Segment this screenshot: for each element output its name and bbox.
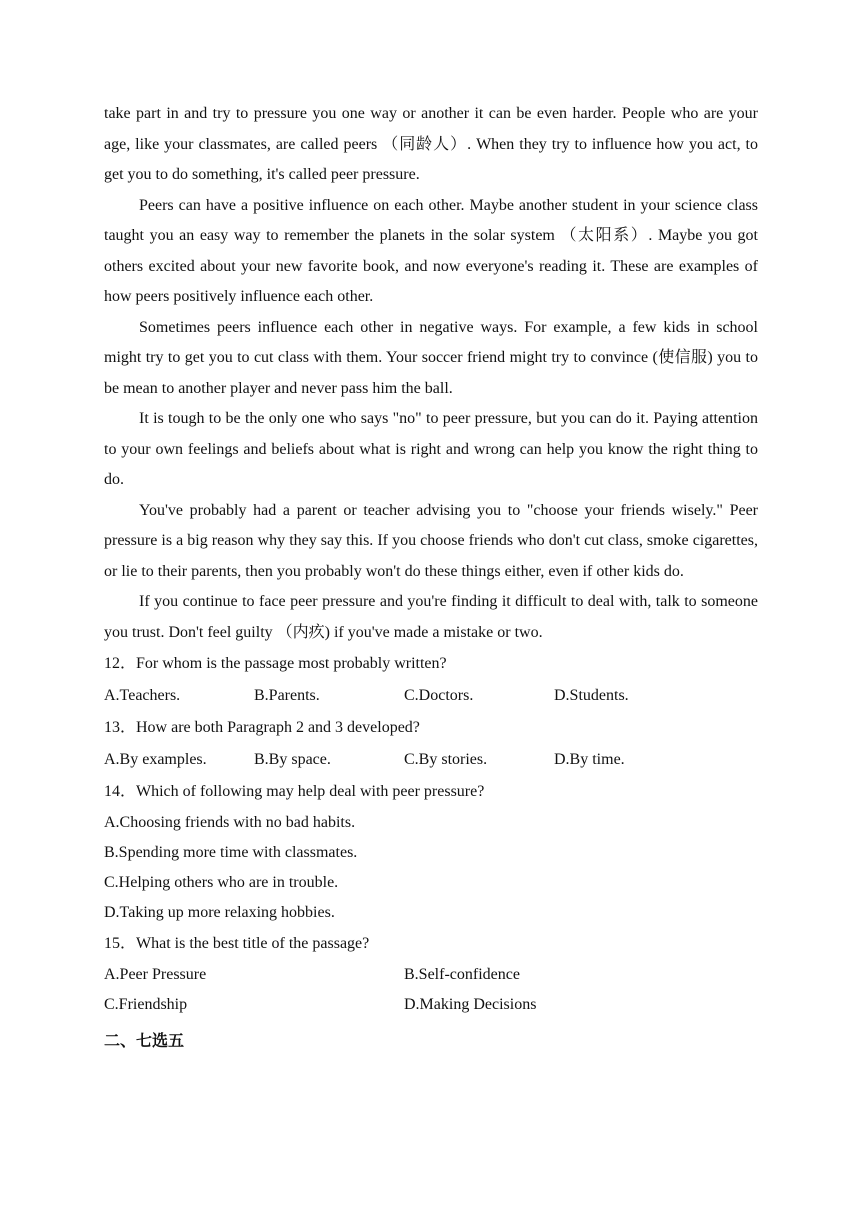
question-stem: 15．What is the best title of the passage? bbox=[104, 935, 370, 952]
question-14 bbox=[104, 776, 758, 928]
option-c: C.By stories. bbox=[404, 751, 488, 768]
answer-options bbox=[104, 808, 758, 928]
option-c: C.Friendship bbox=[104, 996, 188, 1013]
option-b: B.Self-confidence bbox=[404, 966, 520, 983]
option-a: A.Teachers. bbox=[104, 687, 181, 704]
option-d: D.By time. bbox=[554, 751, 625, 768]
question-stem: 12．For whom is the passage most probably written? bbox=[104, 655, 447, 672]
option-c: C.Helping others who are in trouble. bbox=[104, 874, 339, 891]
question-stem: 13．How are both Paragraph 2 and 3 developed? bbox=[104, 719, 420, 736]
question-stem: 14．Which of following may help deal with peer pressure? bbox=[104, 783, 485, 800]
option-d: D.Making Decisions bbox=[404, 996, 537, 1013]
option-a: A.By examples. bbox=[104, 751, 207, 768]
question-15 bbox=[104, 928, 758, 1020]
option-c: C.Doctors. bbox=[404, 687, 474, 704]
passage-paragraph-3: Sometimes peers influence each other in negative ways. For example, a few kids in school might try to get you to cut class with them. Your soccer friend might try to convince (使信服) you to be mean to another player and never pass him the ball. bbox=[104, 318, 758, 397]
option-b: B.Spending more time with classmates. bbox=[104, 844, 358, 861]
passage-paragraph-6: If you continue to face peer pressure and you're finding it difficult to deal with, talk to someone you trust. Don't feel guilty （内疚) if you've made a mistake or two. bbox=[104, 593, 758, 641]
answer-options bbox=[104, 744, 758, 776]
reading-passage bbox=[104, 99, 758, 648]
option-d: D.Students. bbox=[554, 687, 629, 704]
passage-paragraph-1: take part in and try to pressure you one way or another it can be even harder. People who are your age, like your classmates, are called peers （同龄人）. When they try to influence how you act, to get you to do something, it's called peer pressure. bbox=[104, 105, 758, 183]
option-a: A.Choosing friends with no bad habits. bbox=[104, 814, 356, 831]
passage-paragraph-2: Peers can have a positive influence on each other. Maybe another student in your science class taught you an easy way to remember the planets in the solar system （太阳系）. Maybe you got others excited about your new favorite book, and now everyone's reading it. These are examples of how peers positively influence each other. bbox=[104, 196, 758, 305]
passage-paragraph-5: You've probably had a parent or teacher advising you to "choose your friends wisely." Peer pressure is a big reason why they say this. If you choose friends who don't cut class, smoke cigarettes, or lie to their parents, then you probably won't do these things either, even if other kids do. bbox=[104, 501, 758, 580]
answer-options bbox=[104, 960, 758, 1020]
answer-options bbox=[104, 680, 758, 712]
passage-paragraph-4: It is tough to be the only one who says "no" to peer pressure, but you can do it. Paying attention to your own feelings and beliefs about what is right and wrong can help you know the right thing to do. bbox=[104, 410, 758, 488]
option-a: A.Peer Pressure bbox=[104, 966, 207, 983]
question-13 bbox=[104, 712, 758, 776]
question-12 bbox=[104, 648, 758, 712]
option-b: B.Parents. bbox=[254, 687, 320, 704]
option-d: D.Taking up more relaxing hobbies. bbox=[104, 904, 335, 921]
section-heading: 二、七选五 bbox=[104, 1031, 185, 1050]
document-page bbox=[104, 99, 758, 1056]
option-b: B.By space. bbox=[254, 751, 331, 768]
